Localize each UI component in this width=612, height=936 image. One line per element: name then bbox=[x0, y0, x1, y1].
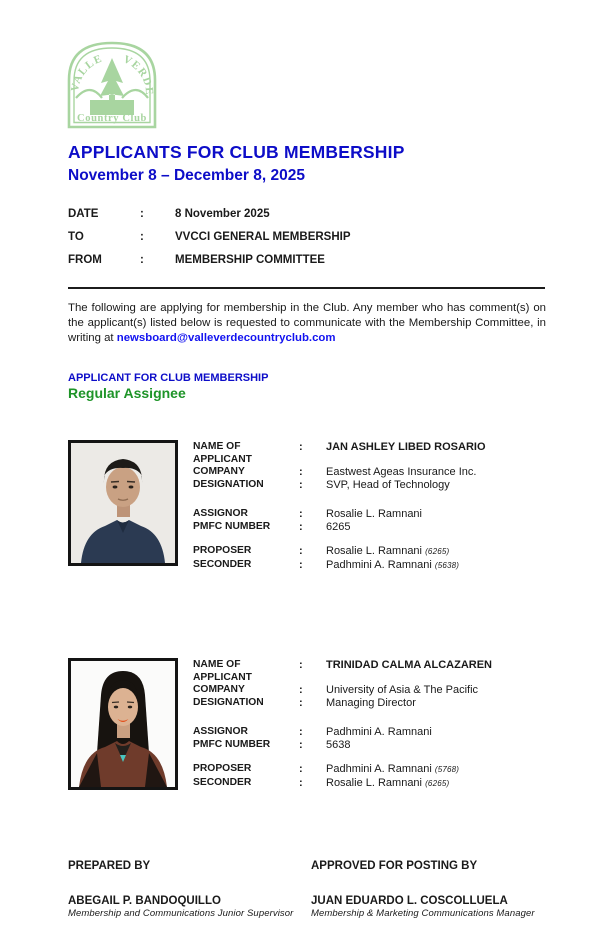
prepared-by-name: ABEGAIL P. BANDOQUILLO bbox=[68, 895, 221, 907]
field-label-designation: DESIGNATION bbox=[193, 696, 264, 708]
section-heading-block bbox=[68, 372, 468, 401]
proposer-member-number: (5768) bbox=[434, 765, 460, 774]
approved-by-heading: APPROVED FOR POSTING BY bbox=[311, 860, 478, 872]
memo-label-to: TO bbox=[68, 231, 84, 243]
applicant-designation: Managing Director bbox=[326, 696, 416, 709]
field-label-name: NAME OF APPLICANT bbox=[193, 659, 252, 683]
applicant-name: TRINIDAD CALMA ALCAZAREN bbox=[326, 659, 492, 671]
approved-by-title: Membership & Marketing Communications Manager bbox=[311, 908, 535, 919]
field-label-assignor: ASSIGNOR bbox=[193, 508, 248, 519]
intro-paragraph bbox=[68, 301, 546, 346]
approved-by-name: JUAN EDUARDO L. COSCOLLUELA bbox=[311, 895, 508, 907]
memo-colon: : bbox=[140, 208, 144, 220]
field-label-proposer: PROPOSER bbox=[193, 763, 252, 774]
woman-portrait-illustration bbox=[71, 661, 175, 787]
applicant-seconder: Rosalie L. Ramnani (6265) bbox=[326, 776, 450, 789]
memo-label-date: DATE bbox=[68, 208, 99, 220]
field-label-seconder: SECONDER bbox=[193, 776, 252, 788]
applicant-photo-man bbox=[68, 440, 178, 566]
seconder-member-number: (6265) bbox=[425, 778, 450, 788]
applicant-details bbox=[193, 659, 546, 790]
memo-value-date: 8 November 2025 bbox=[175, 208, 270, 220]
applicant-seconder: Padhmini A. Ramnani (5638) bbox=[326, 558, 460, 571]
memo-colon: : bbox=[140, 254, 144, 266]
prepared-by-title: Membership and Communications Junior Supervisor bbox=[68, 908, 294, 919]
prepared-by-column bbox=[68, 860, 328, 919]
applicant-identity-group: NAME OF APPLICANT : JAN ASHLEY LIBED ROSARIO COMPANY : Eastwest Ageas Insurance Inc. DESIGNATION : SVP, Head of Technology bbox=[193, 441, 546, 491]
field-label-pmfc: PMFC NUMBER bbox=[193, 738, 271, 750]
man-portrait-illustration bbox=[71, 443, 175, 563]
logo-text-country-club: Country Club bbox=[77, 113, 147, 124]
field-label-assignor: ASSIGNOR bbox=[193, 726, 248, 737]
logo-text-verde: VERDE bbox=[121, 53, 156, 97]
field-label-pmfc: PMFC NUMBER bbox=[193, 520, 271, 532]
seconder-member-number: (5638) bbox=[434, 560, 460, 570]
applicant-company: University of Asia & The Pacific bbox=[326, 684, 479, 696]
memo-value-from: MEMBERSHIP COMMITTEE bbox=[175, 254, 325, 266]
logo-text-valle: VALLE bbox=[68, 52, 105, 93]
applicant-assignor: Padhmini A. Ramnani bbox=[326, 726, 432, 738]
email-link[interactable]: newsboard@valleverdecountryclub.com bbox=[116, 332, 336, 344]
date-range-subtitle: November 8 – December 8, 2025 bbox=[68, 167, 305, 184]
memo-colon: : bbox=[140, 231, 144, 243]
field-label-seconder: SECONDER bbox=[193, 558, 252, 570]
applicant-designation: SVP, Head of Technology bbox=[326, 478, 450, 491]
section-subheading: Regular Assignee bbox=[68, 385, 186, 401]
applicant-details bbox=[193, 441, 546, 572]
applicant-pmfc-number: 5638 bbox=[326, 738, 351, 751]
memo-label-from: FROM bbox=[68, 254, 102, 266]
horizontal-divider bbox=[68, 287, 545, 289]
applicant-name: JAN ASHLEY LIBED ROSARIO bbox=[326, 441, 486, 453]
applicant-proposer: Padhmini A. Ramnani (5768) bbox=[326, 763, 460, 775]
applicant-pmfc-number: 6265 bbox=[326, 520, 351, 533]
applicant-assignor: Rosalie L. Ramnani bbox=[326, 508, 422, 520]
field-label-proposer: PROPOSER bbox=[193, 545, 252, 556]
applicant-sponsor-group: PROPOSER : Rosalie L. Ramnani (6265) SECONDER : Padhmini A. Ramnani (5638) bbox=[193, 545, 546, 572]
section-heading: APPLICANT FOR CLUB MEMBERSHIP bbox=[68, 372, 269, 384]
applicant-photo-woman bbox=[68, 658, 178, 790]
field-label-company: COMPANY bbox=[193, 684, 245, 695]
approved-by-column bbox=[311, 860, 571, 919]
title-block bbox=[68, 142, 546, 185]
memo-value-to: VVCCI GENERAL MEMBERSHIP bbox=[175, 231, 351, 243]
valle-verde-country-club-logo bbox=[62, 36, 162, 134]
field-label-company: COMPANY bbox=[193, 466, 245, 477]
page-title: APPLICANTS FOR CLUB MEMBERSHIP bbox=[68, 142, 405, 162]
applicant-assignor-group: ASSIGNOR : Padhmini A. Ramnani PMFC NUMBER : 5638 bbox=[193, 726, 546, 751]
prepared-by-heading: PREPARED BY bbox=[68, 860, 151, 872]
applicant-sponsor-group: PROPOSER : Padhmini A. Ramnani (5768) SECONDER : Rosalie L. Ramnani (6265) bbox=[193, 763, 546, 790]
memo-header bbox=[68, 206, 468, 268]
applicant-proposer: Rosalie L. Ramnani (6265) bbox=[326, 545, 450, 557]
applicant-identity-group: NAME OF APPLICANT : TRINIDAD CALMA ALCAZAREN COMPANY : University of Asia & The Pacific DESIGNATION : Managing Director bbox=[193, 659, 546, 709]
applicant-assignor-group: ASSIGNOR : Rosalie L. Ramnani PMFC NUMBER : 6265 bbox=[193, 508, 546, 533]
intro-text: The following are applying for membership in the Club. Any member who has comment(s) on the applicant(s) listed below is requested to communicate with the Membership Committee, in writing at bbox=[68, 302, 546, 344]
proposer-member-number: (6265) bbox=[425, 547, 450, 556]
applicant-company: Eastwest Ageas Insurance Inc. bbox=[326, 466, 477, 478]
field-label-name: NAME OF APPLICANT bbox=[193, 441, 252, 465]
field-label-designation: DESIGNATION bbox=[193, 478, 264, 490]
